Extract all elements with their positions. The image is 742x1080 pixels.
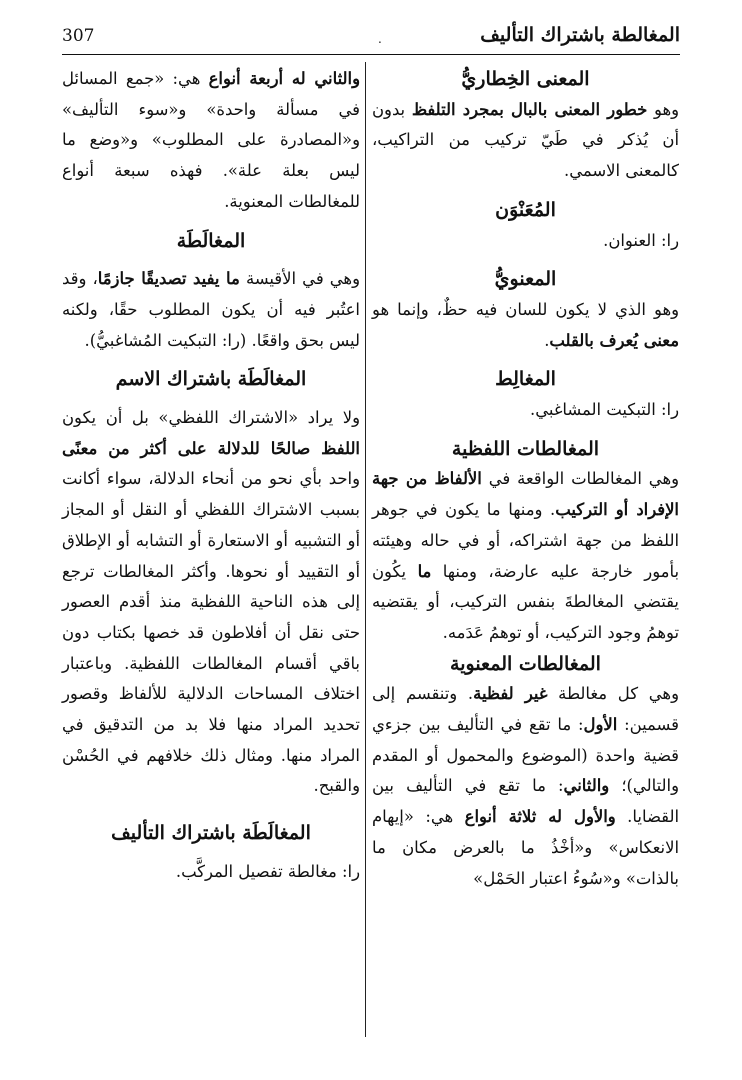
entry-heading: المغالَطَة باشتراك الاسم — [115, 368, 307, 391]
entry-text: را: مغالطة تفصيل المركَّب. — [175, 861, 360, 881]
entry-heading: المغالَطَة — [176, 229, 246, 252]
entry-text: ولا يراد «الاشتراك اللفظي» بل أن يكون اللفظ صالحًا للدلالة على أكثر من معنًى واحد بأي نحو من أنحاء الدلالة، سواء أكانت بسبب الاشتراك اللفظي أو النقل أو المجاز أو التشبيه أو الاستعارة أو التشابه أو الإطلاق أو التقييد أو نحوها. وأكثر المغالطات ترجع إلى هذه الناحية اللفظية منذ أقدم العصور حتى نقل أن أفلاطون قد خصها بكتاب دون باقي أقسام المغالطات اللفظية. وباعتبار اختلاف المساحات الدلالية للألفاظ وقصور تحديد المراد منها فلا بد من التدقيق في المراد منها. ومثال ذلك خلافهم في الحُسْن والقبح. — [62, 408, 360, 796]
entry-text: وهو خطور المعنى بالبال بمجرد التلفظ بدون أن يُذكر في طَيّ تركيب من التراكيب، كالمعنى الاسمي. — [372, 99, 679, 181]
entry-text: وهي المغالطات الواقعة في الألفاظ من جهة الإفراد أو التركيب. ومنها ما يكون في جوهر اللفظ من جهة اشتراكه، أو في حاله وهيئته بأمور خارجة عليه عارضة، ومنها ما يكُون يقتضي المغالطةَ بنفس التركيب، أو يقتضيه توهمُ وجود التركيب، أو توهمُ عَدَمه. — [372, 469, 680, 642]
column-divider — [365, 62, 366, 1037]
right-column — [372, 64, 679, 894]
entry-heading: المُعَنْوَن — [495, 198, 556, 221]
header-dot: . — [378, 32, 382, 46]
entry-heading: المغالطات المعنوية — [450, 652, 601, 675]
running-head-title: المغالطة باشتراك التأليف — [480, 24, 680, 46]
entry-text: را: التبكيت المشاغبي. — [530, 400, 679, 420]
entry-text: وهو الذي لا يكون للسان فيه حظٌ، وإنما هو معنى يُعرف بالقلب. — [372, 299, 679, 350]
entry-text: وهي كل مغالطة غير لفظية. وتنقسم إلى قسمين: الأول: ما تقع في التأليف بين جزءي قضية واحدة (الموضوع والمحمول أو المقدم والتالي)؛ والثاني: ما تقع في التأليف بين القضايا. والأول له ثلاثة أنواع هي: «إيهام الانعكاس» و«أخْذُ ما بالعرض مكان ما بالذات» و«سُوءُ اعتبار الحَمْل» — [372, 684, 679, 888]
entry-heading: المغالطات اللفظية — [451, 437, 600, 460]
entry-heading: المغالَطَة باشتراك التأليف — [111, 822, 311, 845]
entry-text: را: العنوان. — [603, 230, 679, 250]
header-rule — [62, 54, 680, 55]
page-header — [62, 20, 680, 56]
page-number: 307 — [62, 26, 95, 46]
left-column — [62, 64, 360, 888]
entry-text: والثاني له أربعة أنواع هي: «جمع المسائل في مسألة واحدة» و«سوء التأليف» و«المصادرة على المطلوب» و«وضع ما ليس بعلة علة». فهذه سبعة أنواع للمغالطات المعنوية. — [62, 69, 361, 211]
entry-heading: المعنى الخِطاريُّ — [461, 68, 590, 90]
entry-text: وهي في الأقيسة ما يفيد تصديقًا جازمًا، وقد اعتُبر فيه أن يكون المطلوب حقًا، ولكنه ليس بحق واقعًا. (را: التبكيت المُشاغبيُّ). — [62, 269, 360, 350]
entry-heading: المغالِط — [495, 368, 556, 391]
entry-heading: المعنويُّ — [494, 268, 557, 291]
